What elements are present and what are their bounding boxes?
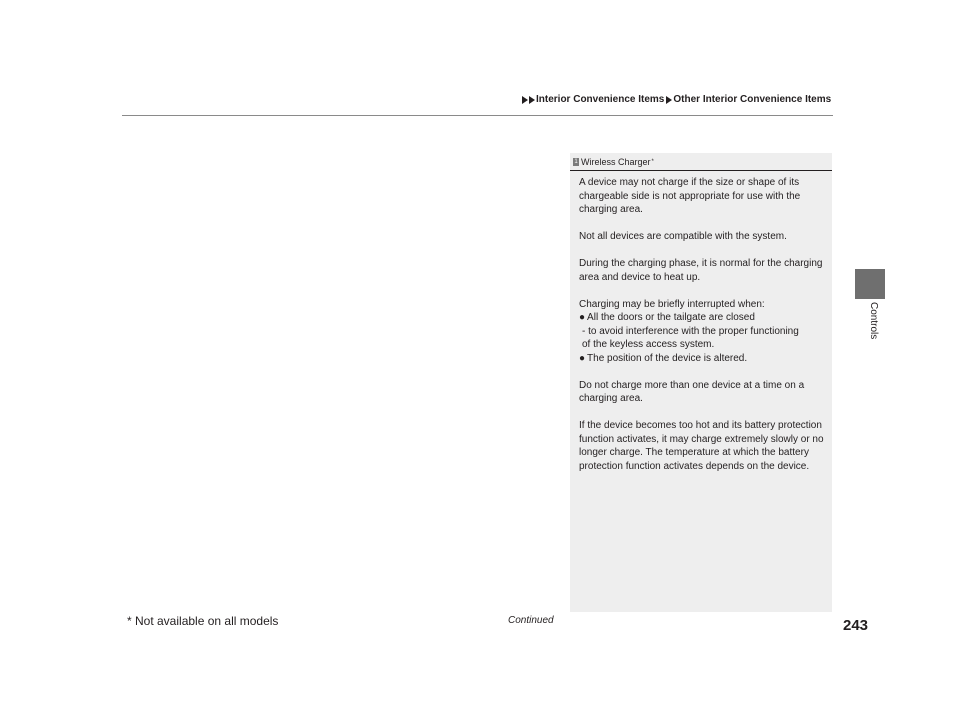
chapter-tab-label: Controls bbox=[868, 302, 879, 340]
note-body bbox=[579, 176, 829, 487]
note-paragraph: If the device becomes too hot and its battery protection function activates, it may charge extremely slowly or no longer charge. The temperature at which the battery protection function activates depends on the device. bbox=[579, 420, 824, 472]
breadcrumb-item-subsection: Other Interior Convenience Items bbox=[673, 94, 832, 105]
note-title: Wireless Charger bbox=[581, 156, 651, 167]
continued-label: Continued bbox=[508, 615, 554, 626]
page-number: 243 bbox=[843, 617, 869, 634]
chapter-tab-marker bbox=[855, 269, 885, 299]
note-paragraph: Do not charge more than one device at a time on a charging area. bbox=[579, 379, 805, 404]
breadcrumb bbox=[522, 94, 833, 105]
bullet-subtext: - to avoid interference with the proper functioning bbox=[582, 325, 799, 337]
arrow-icon bbox=[529, 96, 535, 104]
arrow-icon bbox=[522, 96, 528, 104]
reference-icon: 1 bbox=[574, 158, 578, 165]
note-paragraph: A device may not charge if the size or shape of its chargeable side is not appropriate for use with the charging area. bbox=[579, 177, 801, 215]
note-paragraph: Charging may be briefly interrupted when: bbox=[579, 298, 765, 310]
bullet-subtext: of the keyless access system. bbox=[582, 339, 715, 350]
bullet-icon: ● bbox=[579, 352, 586, 364]
bullet-item bbox=[579, 352, 829, 366]
note-panel bbox=[570, 153, 832, 612]
bullet-item bbox=[579, 311, 829, 325]
not-all-models-marker: * bbox=[651, 158, 654, 165]
note-paragraph: During the charging phase, it is normal for the charging area and device to heat up. bbox=[579, 258, 823, 283]
bullet-text: The position of the device is altered. bbox=[587, 352, 748, 364]
footnote: * Not available on all models bbox=[127, 614, 279, 628]
arrow-icon bbox=[666, 96, 672, 104]
bullet-icon: ● bbox=[579, 312, 586, 323]
bullet-text: All the doors or the tailgate are closed bbox=[587, 312, 755, 323]
breadcrumb-item-section: Interior Convenience Items bbox=[536, 94, 665, 105]
note-heading bbox=[570, 153, 832, 171]
note-paragraph: Not all devices are compatible with the system. bbox=[579, 231, 787, 242]
header-divider bbox=[122, 115, 833, 116]
